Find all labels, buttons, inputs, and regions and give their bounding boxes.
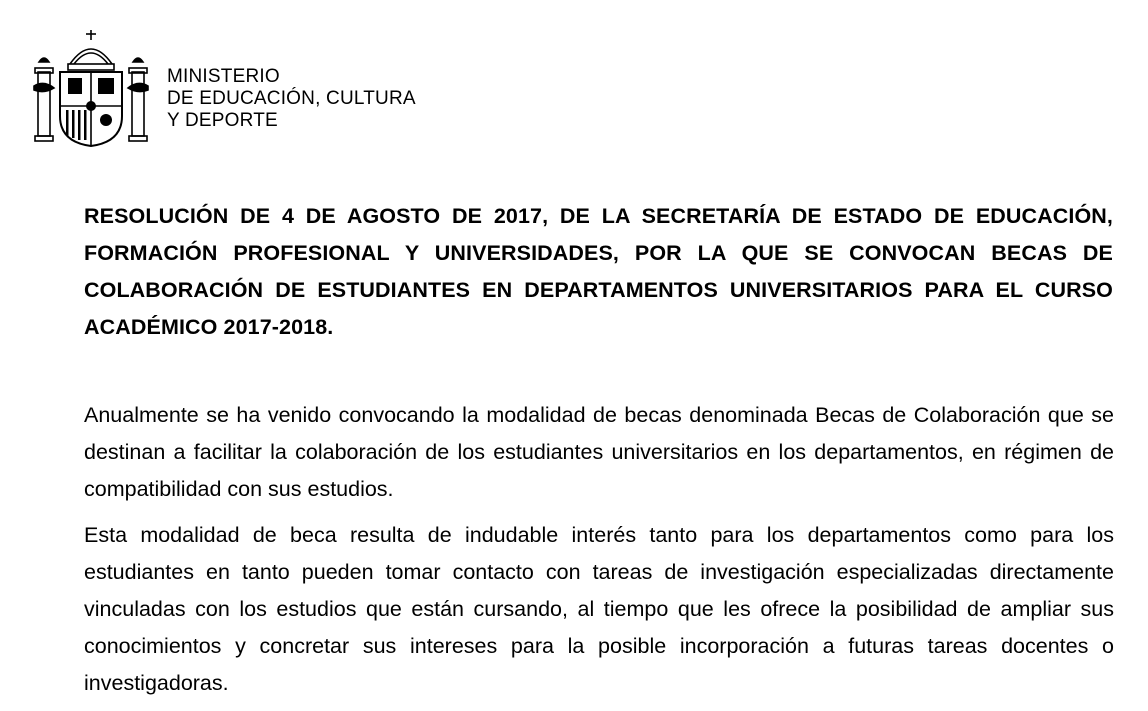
letterhead: [30, 24, 630, 154]
resolution-title: RESOLUCIÓN DE 4 DE AGOSTO DE 2017, DE LA SECRETARÍA DE ESTADO DE EDUCACIÓN, FORMACIÓN PROFESIONAL Y UNIVERSIDADES, POR LA QUE SE CONVOCAN BECAS DE COLABORACIÓN DE ESTUDIANTES EN DEPARTAMENTOS UNIVERSITARIOS PARA EL CURSO ACADÉMICO 2017-2018.: [84, 204, 1113, 339]
ministry-line-2: DE EDUCACIÓN, CULTURA: [167, 88, 416, 109]
ministry-line-1: MINISTERIO: [167, 66, 280, 87]
spain-coat-of-arms-icon: [30, 24, 152, 150]
body-paragraph-2: Esta modalidad de beca resulta de indudable interés tanto para los departamentos como para los estudiantes en tanto pueden tomar contacto con tareas de investigación especializadas directamente vinculadas con los estudios que están cursando, al tiempo que les ofrece la posibilidad de ampliar sus conocimientos y concretar sus intereses para la posible incorporación a futuras tareas docentes o investigadoras.: [84, 523, 1114, 695]
ministry-name: [167, 66, 416, 132]
ministry-line-3: Y DEPORTE: [167, 110, 278, 131]
body-paragraph-1: Anualmente se ha venido convocando la modalidad de becas denominada Becas de Colaboración que se destinan a facilitar la colaboración de los estudiantes universitarios en los departamentos, en régimen de compatibilidad con sus estudios.: [84, 403, 1114, 501]
